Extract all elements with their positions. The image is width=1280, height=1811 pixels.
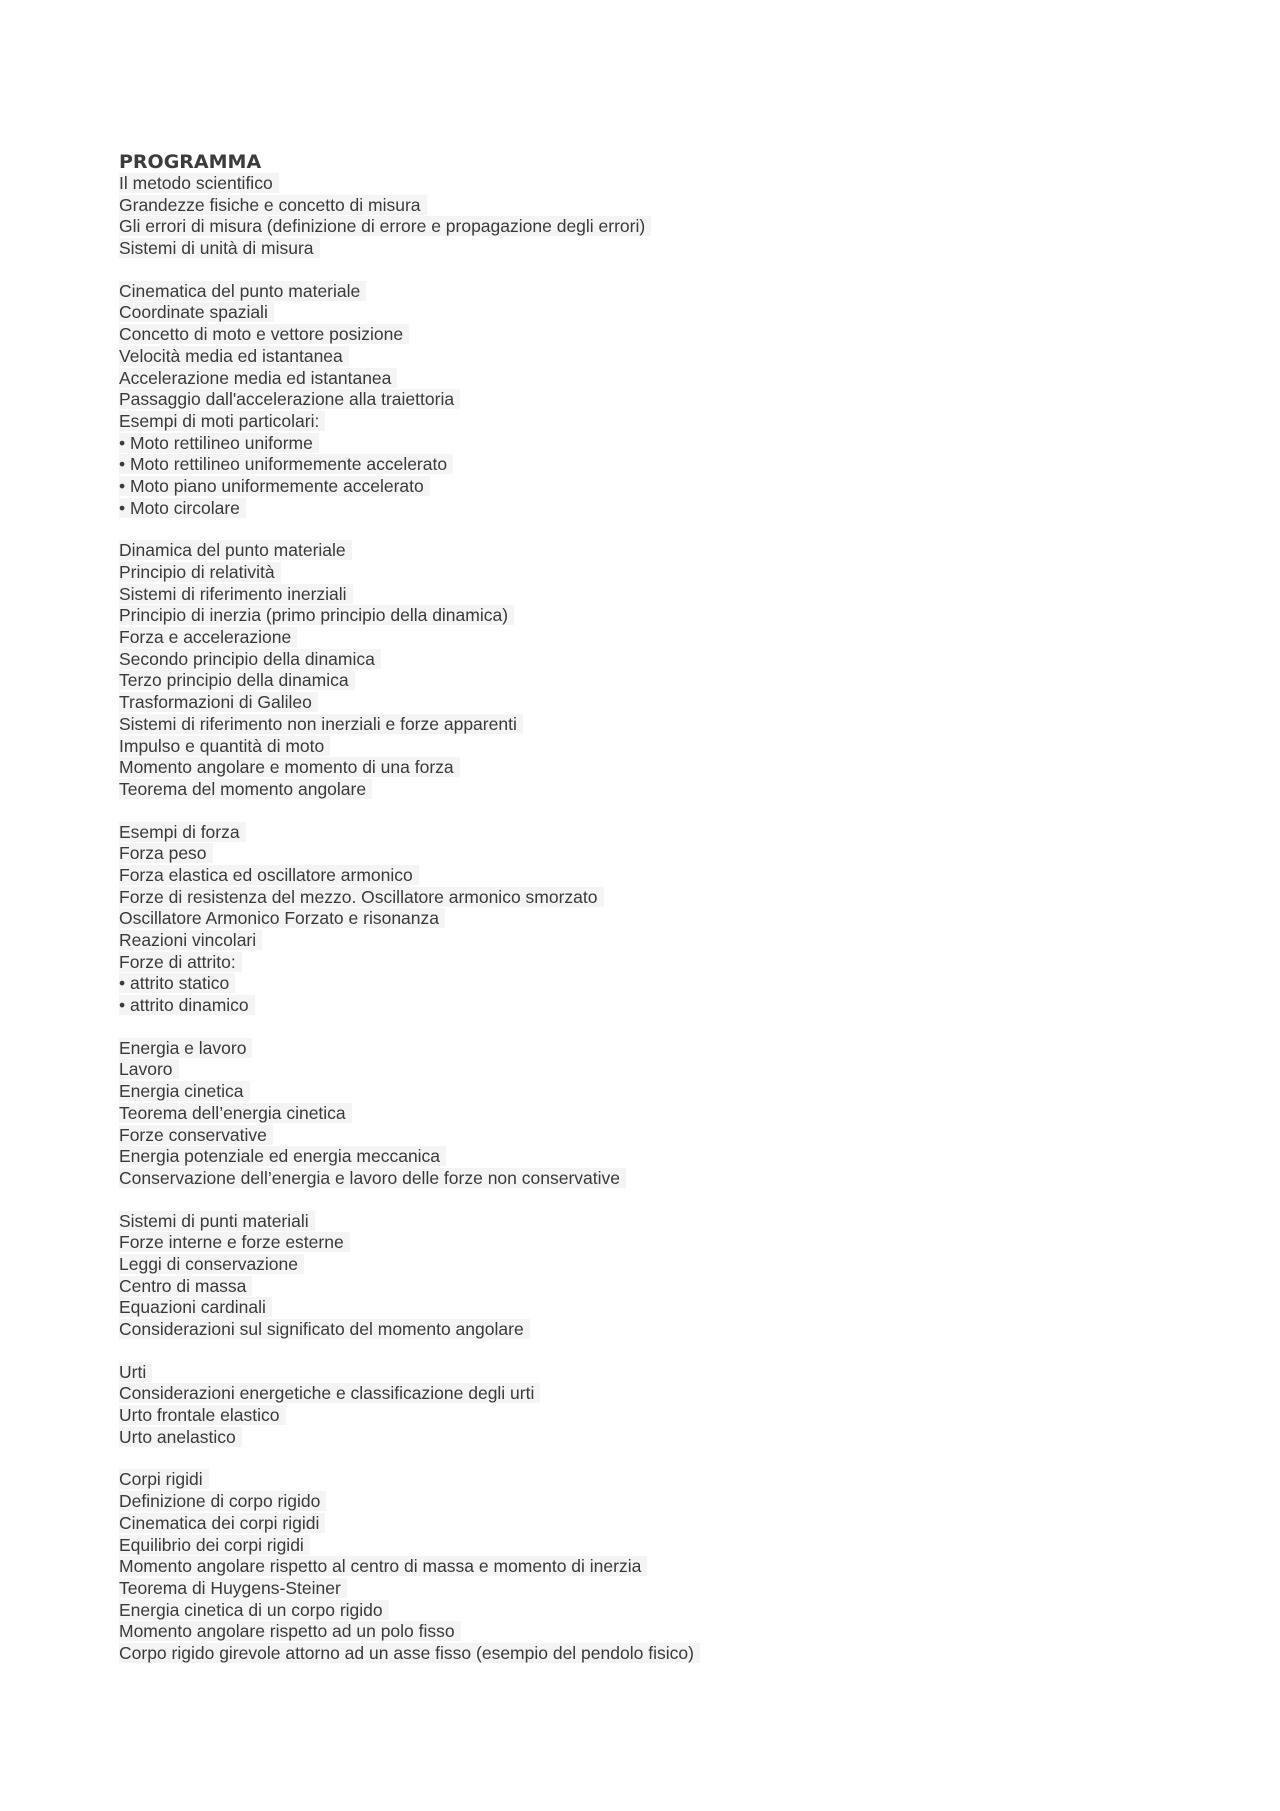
line-text: Teorema del momento angolare	[119, 779, 372, 799]
line-text: Principio di inerzia (primo principio della dinamica)	[119, 605, 514, 625]
line-text: • Moto rettilineo uniforme	[119, 433, 319, 453]
program-line	[119, 757, 1159, 779]
program-line	[119, 1556, 1159, 1578]
program-line	[119, 1254, 1159, 1276]
line-text: Sistemi di riferimento inerziali	[119, 584, 353, 604]
program-line	[119, 1578, 1159, 1600]
program-line	[119, 1276, 1159, 1298]
line-text: Corpo rigido girevole attorno ad un asse fisso (esempio del pendolo fisico)	[119, 1643, 700, 1663]
program-line	[119, 1297, 1159, 1319]
line-text: • Moto circolare	[119, 498, 246, 518]
line-text: Impulso e quantità di moto	[119, 736, 330, 756]
program-line	[119, 173, 1159, 195]
program-section	[119, 1469, 1159, 1664]
line-text: Trasformazioni di Galileo	[119, 692, 318, 712]
program-line	[119, 843, 1159, 865]
line-text: Il metodo scientifico	[119, 173, 279, 193]
program-line	[119, 302, 1159, 324]
program-line	[119, 779, 1159, 801]
line-text: Sistemi di punti materiali	[119, 1211, 315, 1231]
line-text: Cinematica dei corpi rigidi	[119, 1513, 325, 1533]
program-line	[119, 692, 1159, 714]
program-line	[119, 1319, 1159, 1341]
line-text: Coordinate spaziali	[119, 302, 274, 322]
section-heading	[119, 281, 1159, 303]
program-line	[119, 1168, 1159, 1190]
line-text: Energia cinetica di un corpo rigido	[119, 1600, 389, 1620]
line-text: Gli errori di misura (definizione di errore e propagazione degli errori)	[119, 216, 651, 236]
line-text: Forza peso	[119, 843, 213, 863]
sections-container	[119, 173, 1159, 1665]
program-section	[119, 540, 1159, 800]
line-text: • attrito statico	[119, 973, 235, 993]
line-text: Definizione di corpo rigido	[119, 1491, 326, 1511]
program-line	[119, 1232, 1159, 1254]
line-text: Urto frontale elastico	[119, 1405, 286, 1425]
program-line	[119, 1146, 1159, 1168]
program-line	[119, 865, 1159, 887]
program-line	[119, 605, 1159, 627]
program-line	[119, 411, 1159, 433]
line-text: Considerazioni energetiche e classificazione degli urti	[119, 1383, 540, 1403]
program-line	[119, 1643, 1159, 1665]
line-text: Energia potenziale ed energia meccanica	[119, 1146, 446, 1166]
program-line	[119, 216, 1159, 238]
program-section	[119, 1211, 1159, 1341]
line-text: Corpi rigidi	[119, 1469, 209, 1489]
line-text: Forza e accelerazione	[119, 627, 297, 647]
program-line	[119, 454, 1159, 476]
program-section	[119, 822, 1159, 1017]
program-line	[119, 908, 1159, 930]
program-line	[119, 1600, 1159, 1622]
line-text: Terzo principio della dinamica	[119, 670, 355, 690]
program-line	[119, 1427, 1159, 1449]
program-line	[119, 1383, 1159, 1405]
line-text: Secondo principio della dinamica	[119, 649, 381, 669]
program-line	[119, 1081, 1159, 1103]
line-text: Forze interne e forze esterne	[119, 1232, 350, 1252]
program-line	[119, 433, 1159, 455]
program-line	[119, 368, 1159, 390]
program-line	[119, 476, 1159, 498]
line-text: Sistemi di riferimento non inerziali e forze apparenti	[119, 714, 523, 734]
program-line	[119, 1059, 1159, 1081]
program-line	[119, 887, 1159, 909]
line-text: Lavoro	[119, 1059, 179, 1079]
line-text: Principio di relatività	[119, 562, 281, 582]
section-heading	[119, 1469, 1159, 1491]
program-section	[119, 173, 1159, 260]
line-text: Centro di massa	[119, 1276, 252, 1296]
program-line	[119, 1535, 1159, 1557]
program-line	[119, 324, 1159, 346]
line-text: Urto anelastico	[119, 1427, 242, 1447]
program-section	[119, 1362, 1159, 1449]
line-text: Teorema dell’energia cinetica	[119, 1103, 352, 1123]
program-line	[119, 736, 1159, 758]
line-text: Accelerazione media ed istantanea	[119, 368, 397, 388]
line-text: Forze conservative	[119, 1125, 273, 1145]
document-title: PROGRAMMA	[119, 151, 262, 173]
line-text: Passaggio dall'accelerazione alla traiettoria	[119, 389, 460, 409]
program-line	[119, 584, 1159, 606]
program-line	[119, 1513, 1159, 1535]
program-line	[119, 562, 1159, 584]
document-page	[119, 151, 1159, 1686]
program-line	[119, 195, 1159, 217]
program-line	[119, 389, 1159, 411]
program-line	[119, 930, 1159, 952]
line-text: Dinamica del punto materiale	[119, 540, 352, 560]
line-text: Equazioni cardinali	[119, 1297, 272, 1317]
line-text: Leggi di conservazione	[119, 1254, 304, 1274]
line-text: • Moto rettilineo uniformemente accelerato	[119, 454, 453, 474]
program-line	[119, 649, 1159, 671]
line-text: Forze di attrito:	[119, 952, 242, 972]
line-text: Cinematica del punto materiale	[119, 281, 366, 301]
line-text: Equilibrio dei corpi rigidi	[119, 1535, 310, 1555]
program-section	[119, 1038, 1159, 1190]
line-text: Velocità media ed istantanea	[119, 346, 349, 366]
program-line	[119, 1103, 1159, 1125]
program-line	[119, 346, 1159, 368]
line-text: Urti	[119, 1362, 152, 1382]
section-heading	[119, 1211, 1159, 1233]
program-line	[119, 238, 1159, 260]
program-line	[119, 714, 1159, 736]
line-text: Esempi di forza	[119, 822, 246, 842]
section-heading	[119, 822, 1159, 844]
program-line	[119, 670, 1159, 692]
program-line	[119, 973, 1159, 995]
section-heading	[119, 540, 1159, 562]
line-text: Energia cinetica	[119, 1081, 250, 1101]
program-line	[119, 1125, 1159, 1147]
line-text: Momento angolare e momento di una forza	[119, 757, 460, 777]
line-text: Grandezze fisiche e concetto di misura	[119, 195, 427, 215]
line-text: • Moto piano uniformemente accelerato	[119, 476, 430, 496]
line-text: Reazioni vincolari	[119, 930, 262, 950]
line-text: Conservazione dell’energia e lavoro delle forze non conservative	[119, 1168, 626, 1188]
program-line	[119, 952, 1159, 974]
line-text: Momento angolare rispetto al centro di massa e momento di inerzia	[119, 1556, 647, 1576]
section-heading	[119, 1038, 1159, 1060]
line-text: Esempi di moti particolari:	[119, 411, 325, 431]
section-heading	[119, 1362, 1159, 1384]
line-text: Oscillatore Armonico Forzato e risonanza	[119, 908, 445, 928]
line-text: Forze di resistenza del mezzo. Oscillatore armonico smorzato	[119, 887, 604, 907]
program-line	[119, 1621, 1159, 1643]
program-line	[119, 1491, 1159, 1513]
line-text: Sistemi di unità di misura	[119, 238, 320, 258]
program-line	[119, 498, 1159, 520]
line-text: Energia e lavoro	[119, 1038, 252, 1058]
program-line	[119, 1405, 1159, 1427]
line-text: Momento angolare rispetto ad un polo fisso	[119, 1621, 461, 1641]
line-text: Considerazioni sul significato del momento angolare	[119, 1319, 530, 1339]
line-text: Concetto di moto e vettore posizione	[119, 324, 409, 344]
program-line	[119, 627, 1159, 649]
line-text: Forza elastica ed oscillatore armonico	[119, 865, 419, 885]
program-section	[119, 281, 1159, 520]
line-text: • attrito dinamico	[119, 995, 255, 1015]
line-text: Teorema di Huygens-Steiner	[119, 1578, 347, 1598]
program-line	[119, 995, 1159, 1017]
